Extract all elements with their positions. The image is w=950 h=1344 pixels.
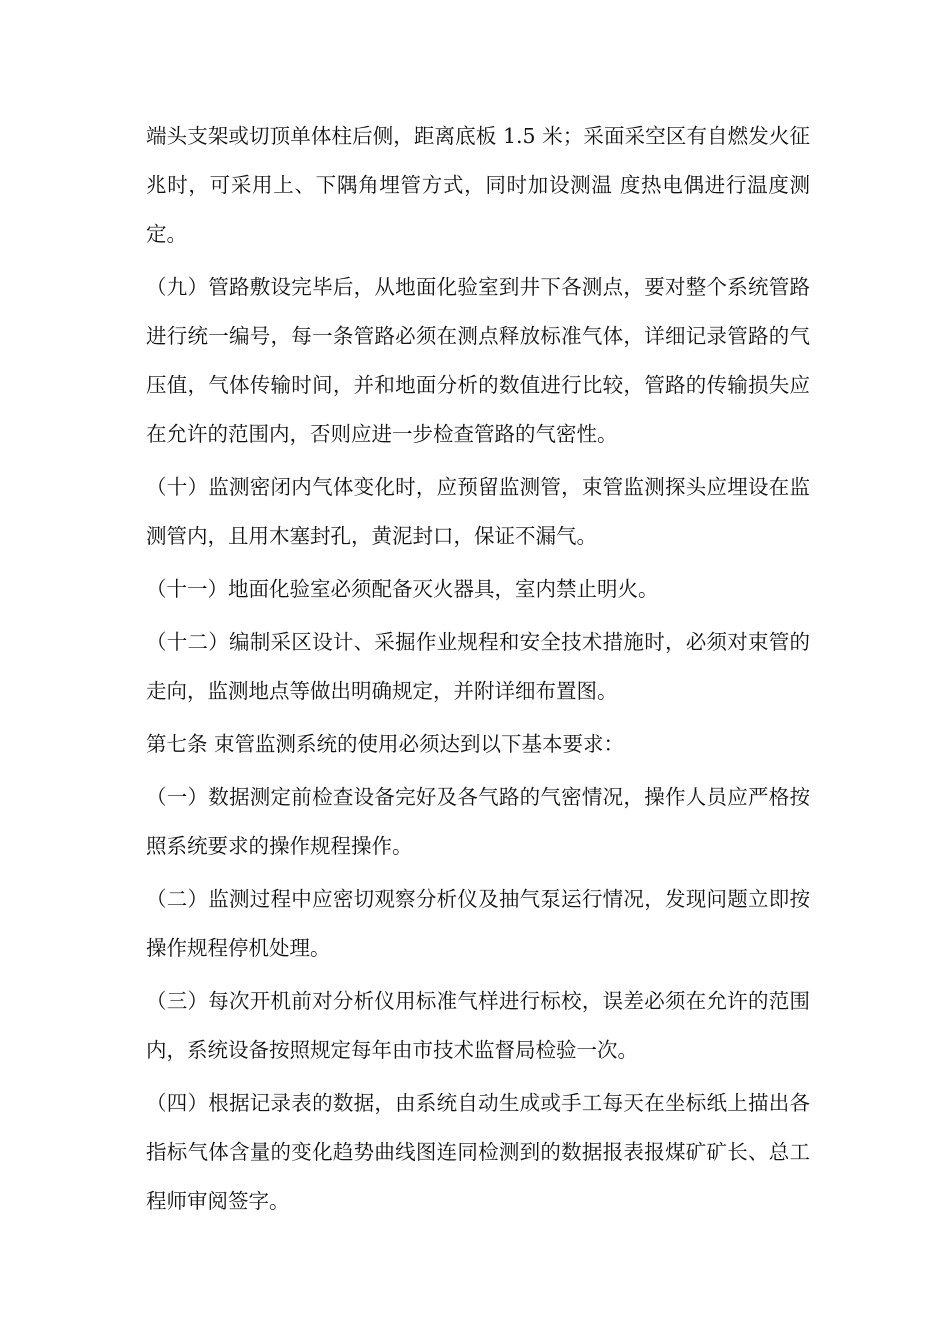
paragraph-requirement-3: （三）每次开机前对分析仪用标准气样进行标校，误差必须在允许的范围内，系统设备按照规定每年由市技术监督局检验一次。 bbox=[146, 989, 810, 1062]
article-7-heading: 第七条 束管监测系统的使用必须达到以下基本要求： bbox=[146, 732, 625, 756]
paragraph-item-11: （十一）地面化验室必须配备灭火器具，室内禁止明火。 bbox=[146, 577, 659, 601]
paragraph-continuation: 端头支架或切顶单体柱后侧，距离底板 1.5 米；采面采空区有自燃发火征兆时，可采用上、下隅角埋管方式，同时加设测温 度热电偶进行温度测定。 bbox=[146, 124, 810, 246]
paragraph-requirement-2: （二）监测过程中应密切观察分析仪及抽气泵运行情况，发现问题立即按操作规程停机处理。 bbox=[146, 887, 810, 960]
paragraph-requirement-4: （四）根据记录表的数据，由系统自动生成或手工每天在坐标纸上描出各指标气体含量的变化趋势曲线图连同检测到的数据报表报煤矿矿长、总工程师审阅签字。 bbox=[146, 1091, 810, 1213]
paragraph-requirement-1: （一）数据测定前检查设备完好及各气路的气密情况，操作人员应严格按照系统要求的操作规程操作。 bbox=[146, 785, 810, 858]
document-page bbox=[146, 112, 810, 1230]
paragraph-item-12: （十二）编制采区设计、采掘作业规程和安全技术措施时，必须对束管的走向，监测地点等做出明确规定，并附详细布置图。 bbox=[146, 630, 810, 703]
paragraph-item-9: （九）管路敷设完毕后，从地面化验室到井下各测点，要对整个系统管路进行统一编号，每一条管路必须在测点释放标准气体，详细记录管路的气压值，气体传输时间，并和地面分析的数值进行比较，管路的传输损失应在允许的范围内，否则应进一步检查管路的气密性。 bbox=[146, 275, 810, 446]
paragraph-item-10: （十）监测密闭内气体变化时，应预留监测管，束管监测探头应埋设在监测管内，且用木塞封孔，黄泥封口，保证不漏气。 bbox=[146, 475, 810, 548]
